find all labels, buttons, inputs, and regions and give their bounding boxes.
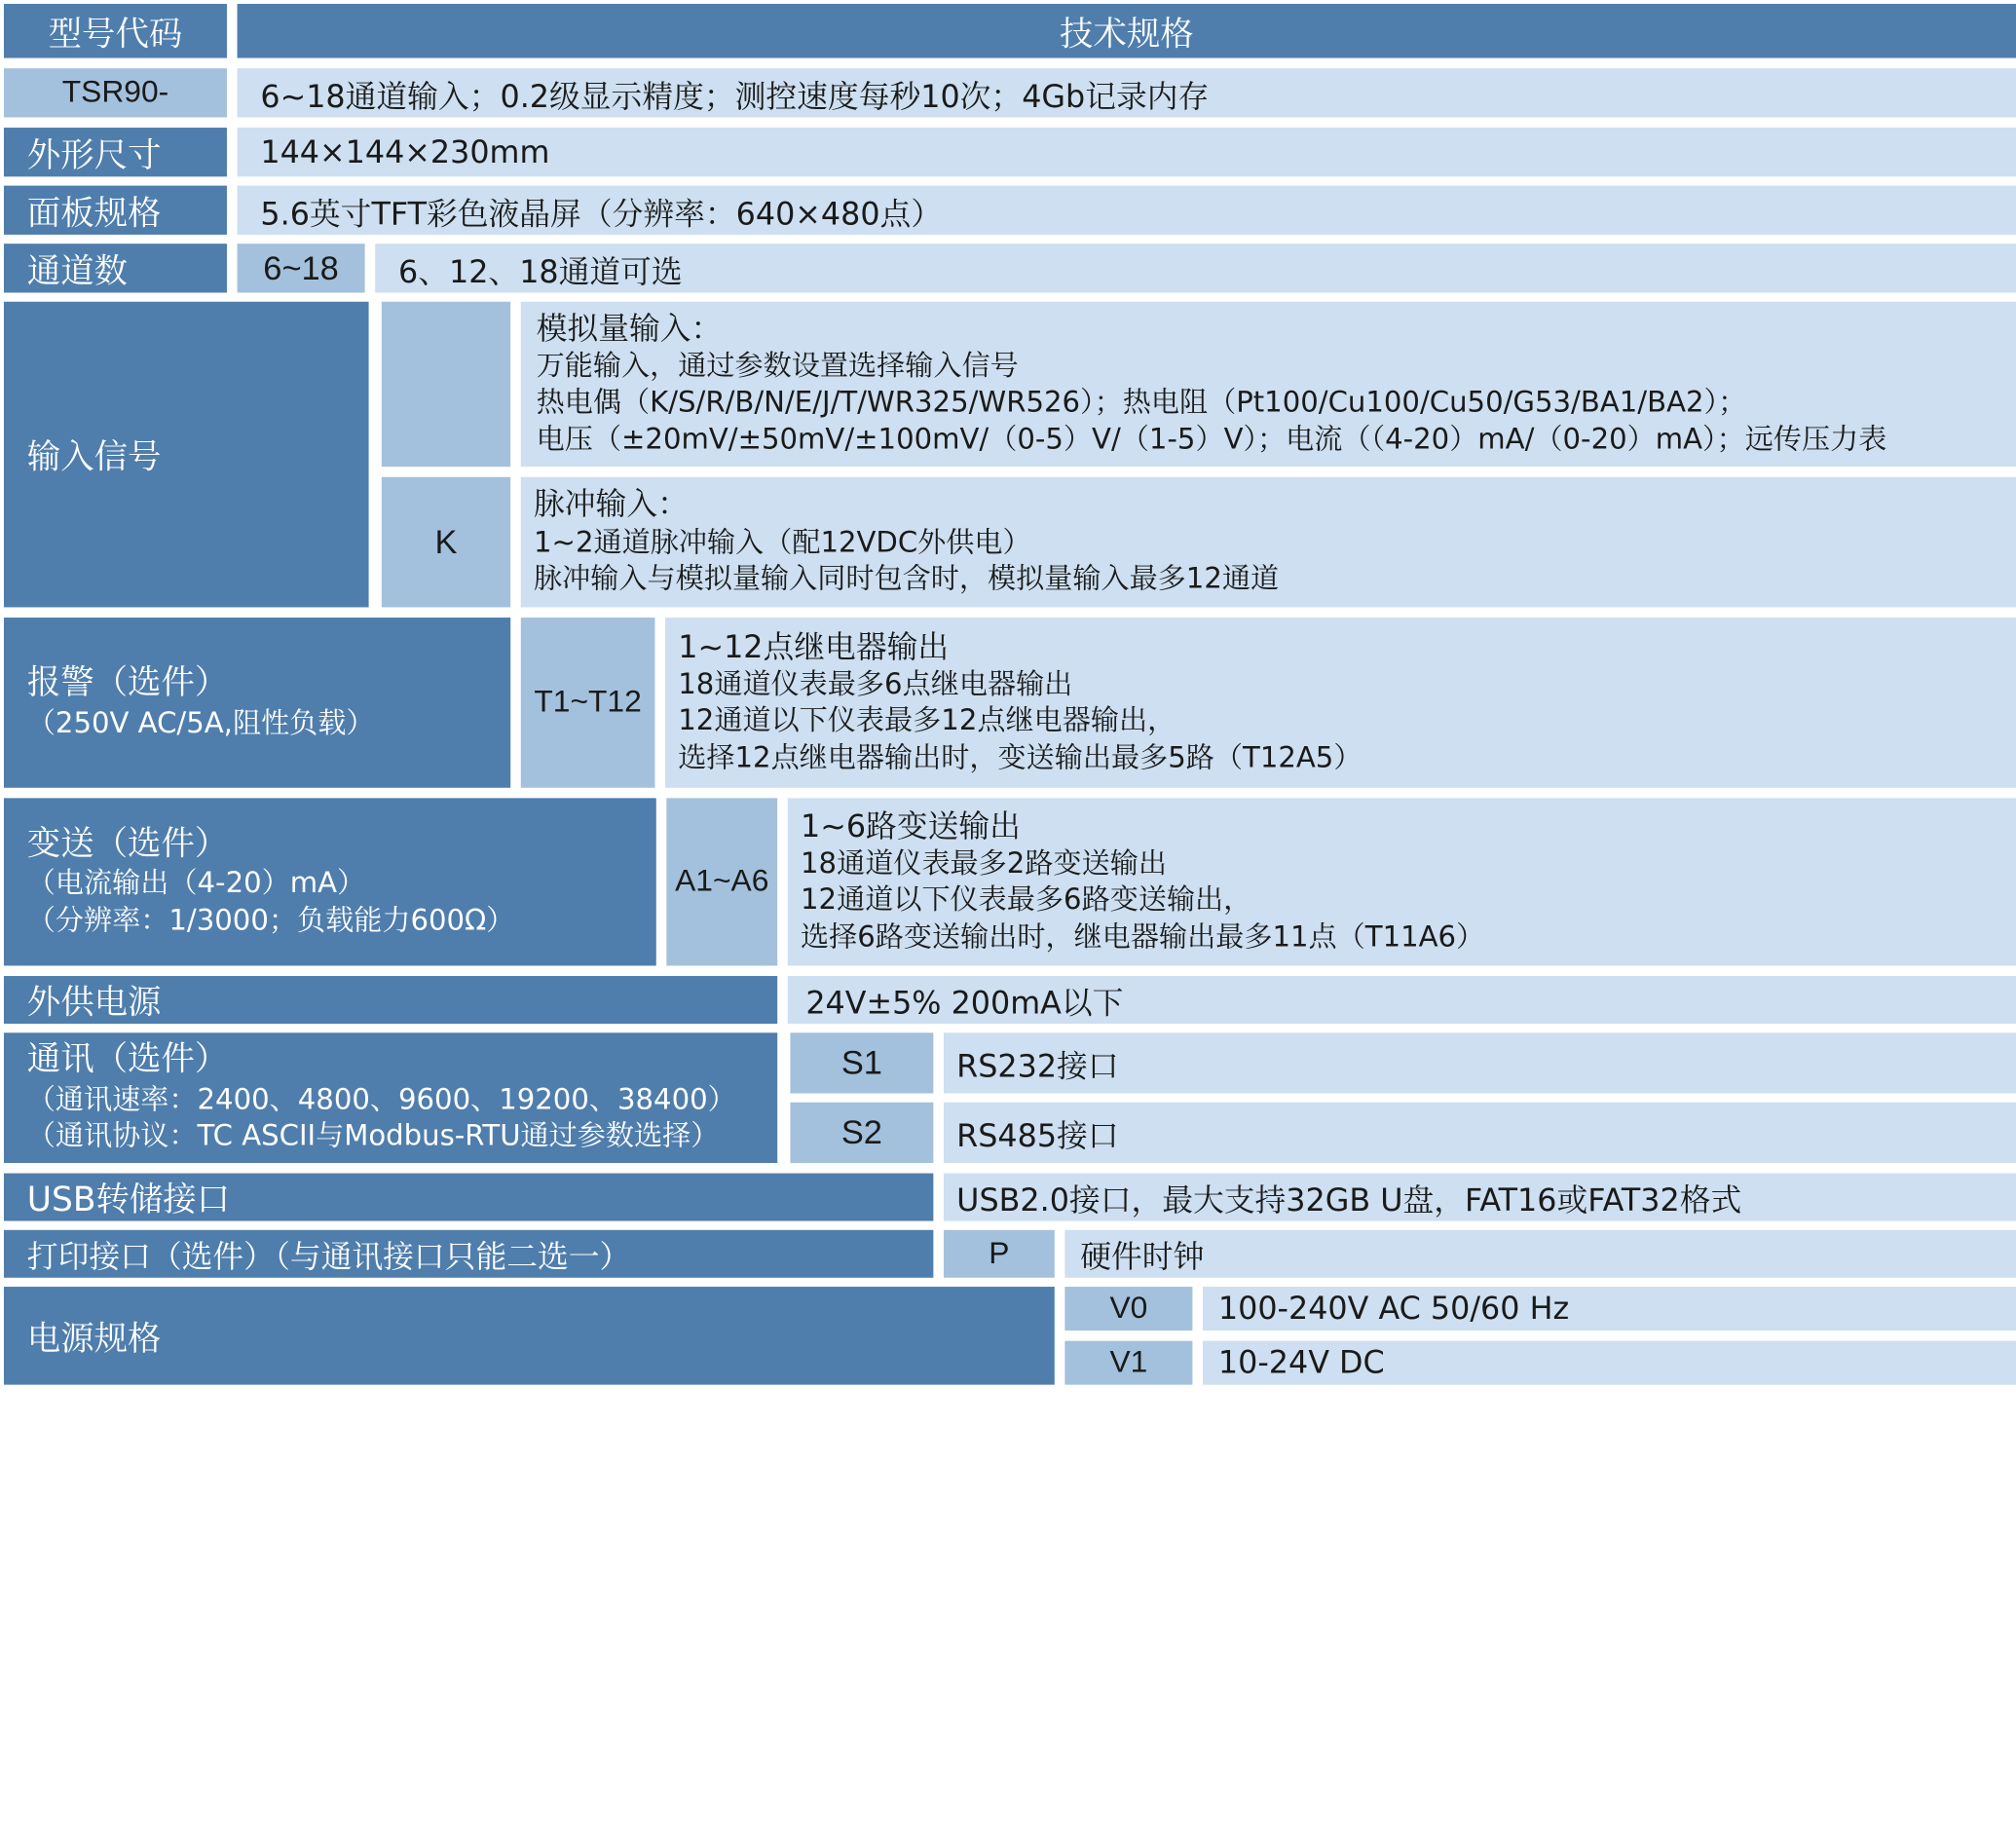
alarm-line: 12通道以下仪表最多12点继电器输出， (678, 705, 1176, 738)
transmit-code: A1~A6 (666, 798, 777, 965)
input-analog-title: 模拟量输入： (536, 310, 723, 347)
transmit-line: 1~6路变送输出 (801, 807, 1021, 844)
supply-value: 24V±5% 200mA以下 (788, 976, 2016, 1024)
panel-label: 面板规格 (4, 186, 227, 235)
comm-sub: （通讯速率：2400、4800、9600、19200、38400） (26, 1083, 736, 1117)
transmit-label-cell (4, 798, 656, 965)
alarm-line: 1~12点继电器输出 (678, 628, 950, 665)
transmit-sub: （分辨率：1/3000；负载能力600Ω） (26, 905, 515, 938)
transmit-sub: （电流输出（4-20）mA） (26, 868, 366, 901)
input-label: 输入信号 (4, 302, 369, 608)
input-analog-line: 热电偶（K/S/R/B/N/E/J/T/WR325/WR526）；热电阻（Pt100/Cu100/Cu50/G53/BA1/BA2）； (536, 387, 1747, 420)
comm-s1-code: S1 (790, 1032, 933, 1093)
transmit-line: 选择6路变送输出时，继电器输出最多11点（T11A6） (801, 921, 1485, 955)
alarm-desc-cell (665, 618, 2016, 788)
alarm-sub: （250V AC/5A,阻性负载） (26, 707, 375, 740)
input-analog-line: 万能输入，通过参数设置选择输入信号 (536, 350, 1019, 383)
transmit-desc-cell (788, 798, 2016, 965)
print-code: P (944, 1230, 1055, 1278)
input-pulse-line: 1~2通道脉冲输入（配12VDC外供电） (534, 526, 1031, 559)
transmit-line: 12通道以下仪表最多6路变送输出， (801, 884, 1252, 918)
input-analog-code (382, 302, 510, 467)
comm-s2-value: RS485接口 (944, 1103, 2016, 1163)
input-analog-cell (521, 302, 2016, 467)
usb-value: USB2.0接口，最大支持32GB U盘，FAT16或FAT32格式 (944, 1174, 2016, 1221)
alarm-label: 报警（选件） (26, 663, 229, 703)
transmit-line: 18通道仪表最多2路变送输出 (801, 847, 1167, 881)
transmit-label: 变送（选件） (26, 824, 229, 864)
header-spec: 技术规格 (238, 4, 2016, 58)
model-code: TSR90- (4, 68, 227, 117)
power-v1-value: 10-24V DC (1203, 1341, 2016, 1385)
input-pulse-title: 脉冲输入： (534, 486, 689, 523)
input-pulse-code: K (382, 477, 510, 608)
size-value: 144×144×230mm (238, 128, 2016, 176)
supply-label: 外供电源 (4, 976, 777, 1024)
channels-value: 6、12、18通道可选 (375, 244, 2016, 292)
channels-label: 通道数 (4, 244, 227, 292)
model-description: 6~18通道输入；0.2级显示精度；测控速度每秒10次；4Gb记录内存 (238, 68, 2016, 117)
print-value: 硬件时钟 (1064, 1230, 2016, 1278)
comm-s2-code: S2 (790, 1103, 933, 1163)
comm-sub: （通讯协议：TC ASCII与Modbus-RTU通过参数选择） (26, 1120, 720, 1153)
alarm-line: 18通道仪表最多6点继电器输出 (678, 668, 1073, 701)
power-v1-code: V1 (1064, 1341, 1192, 1385)
alarm-line: 选择12点继电器输出时，变送输出最多5路（T12A5） (678, 742, 1363, 775)
comm-label: 通讯（选件） (26, 1040, 229, 1079)
alarm-label-cell (4, 618, 510, 788)
power-label: 电源规格 (4, 1287, 1055, 1385)
header-model-code: 型号代码 (4, 4, 227, 58)
size-label: 外形尺寸 (4, 128, 227, 176)
comm-s1-value: RS232接口 (944, 1032, 2016, 1093)
panel-value: 5.6英寸TFT彩色液晶屏（分辨率：640×480点） (238, 186, 2016, 235)
alarm-code: T1~T12 (521, 618, 655, 788)
input-analog-line: 电压（±20mV/±50mV/±100mV/（0-5）V/（1-5）V）；电流（（4-20）mA/（0-20）mA）；远传压力表 (536, 424, 1887, 457)
print-label: 打印接口（选件）（与通讯接口只能二选一） (4, 1230, 933, 1278)
comm-label-cell (4, 1032, 777, 1163)
input-pulse-cell (521, 477, 2016, 608)
power-v0-code: V0 (1064, 1287, 1192, 1331)
power-v0-value: 100-240V AC 50/60 Hz (1203, 1287, 2016, 1331)
input-pulse-line: 脉冲输入与模拟量输入同时包含时，模拟量输入最多12通道 (534, 563, 1280, 596)
channels-code: 6~18 (238, 244, 365, 292)
usb-label: USB转储接口 (4, 1174, 933, 1221)
